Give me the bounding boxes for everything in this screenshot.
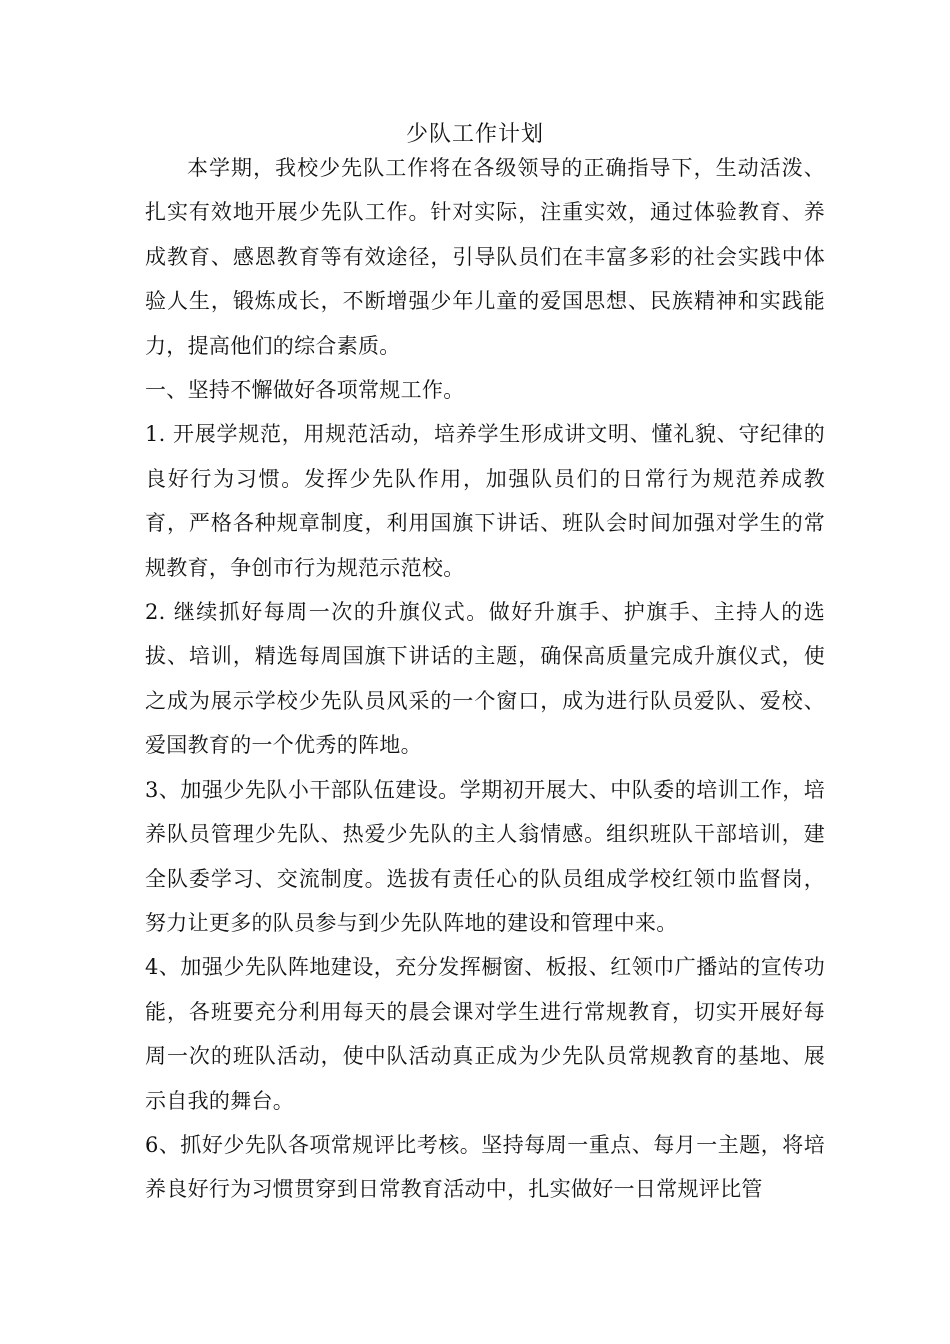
list-item: 1. 开展学规范，用规范活动，培养学生形成讲文明、懂礼貌、守纪律的良好行为习惯。发挥少先队作用，加强队员们的日常行为规范养成教育，严格各种规章制度，利用国旗下讲话、班队会时间加强对学生的常规教育，争创市行为规范示范校。 [145,422,825,580]
document-body [145,146,825,1212]
list-item: 2. 继续抓好每周一次的升旗仪式。做好升旗手、护旗手、主持人的选拔、培训，精选每周国旗下讲话的主题，确保高质量完成升旗仪式，使之成为展示学校少先队员风采的一个窗口，成为进行队员爱队、爱校、爱国教育的一个优秀的阵地。 [145,600,825,758]
intro-paragraph: 本学期，我校少先队工作将在各级领导的正确指导下，生动活泼、扎实有效地开展少先队工作。针对实际，注重实效，通过体验教育、养成教育、感恩教育等有效途径，引导队员们在丰富多彩的社会实践中体验人生，锻炼成长，不断增强少年儿童的爱国思想、民族精神和实践能力，提高他们的综合素质。 [145,156,825,358]
section-heading: 一、坚持不懈做好各项常规工作。 [145,378,465,403]
list-item: 6、抓好少先队各项常规评比考核。坚持每周一重点、每月一主题，将培养良好行为习惯贯穿到日常教育活动中，扎实做好一日常规评比管 [145,1132,825,1202]
document-title: 少队工作计划 [405,122,544,147]
list-item: 4、加强少先队阵地建设，充分发挥橱窗、板报、红领巾广播站的宣传功能，各班要充分利用每天的晨会课对学生进行常规教育，切实开展好每周一次的班队活动，使中队活动真正成为少先队员常规教育的基地、展示自我的舞台。 [145,955,825,1113]
list-item: 3、加强少先队小干部队伍建设。学期初开展大、中队委的培训工作，培养队员管理少先队、热爱少先队的主人翁情感。组织班队干部培训，建全队委学习、交流制度。选拔有责任心的队员组成学校红领巾监督岗，努力让更多的队员参与到少先队阵地的建设和管理中来。 [145,777,825,935]
